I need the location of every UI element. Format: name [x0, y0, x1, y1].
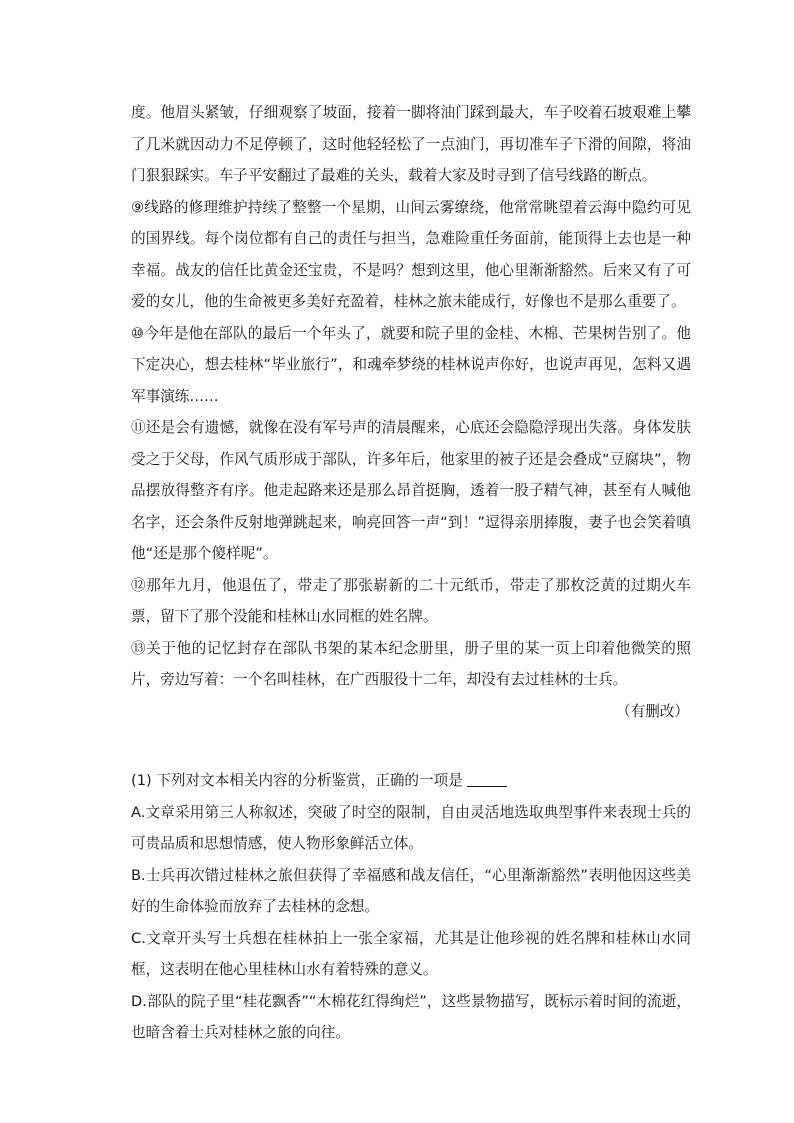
question-stem-text: (1) 下列对文本相关内容的分析鉴赏，正确的一项是 — [131, 772, 463, 789]
document-content — [131, 97, 691, 1049]
passage-paragraph-13: ⑬关于他的记忆封存在部队书架的某本纪念册里，册子里的某一页上印着他微笑的照片，旁边写着：一个名叫桂林，在广西服役十二年，却没有去过桂林的士兵。 — [131, 639, 691, 688]
option-a: A.文章采用第三人称叙述，突破了时空的限制，自由灵活地选取典型事件来表现士兵的可贵品质和思想情感，使人物形象鲜活立体。 — [131, 803, 691, 852]
option-d: D.部队的院子里“桂花飘香”“木棉花红得绚烂”，这些景物描写，既标示着时间的流逝，也暗含着士兵对桂林之旅的向往。 — [131, 992, 691, 1041]
answer-blank[interactable] — [467, 772, 507, 787]
option-c: C.文章开头写士兵想在桂林拍上一张全家福，尤其是让他珍视的姓名牌和桂林山水同框，这表明在他心里桂林山水有着特殊的意义。 — [131, 929, 691, 978]
passage-paragraph-9: ⑨线路的修理维护持续了整整一个星期，山间云雾缭绕，他常常眺望着云海中隐约可见的国界线。每个岗位都有自己的责任与担当，急难险重任务面前，能顶得上去也是一种幸福。战友的信任比黄金还宝贵，不是吗？想到这里，他心里渐渐豁然。后来又有了可爱的女儿，他的生命被更多美好充盈着，桂林之旅未能成行，好像也不是那么重要了。 — [131, 198, 691, 310]
passage-paragraph-11: ⑪还是会有遗憾，就像在没有军号声的清晨醒来，心底还会隐隐浮现出失落。身体发肤受之于父母，作风气质形成于部队，许多年后，他家里的被子还是会叠成“豆腐块”，物品摆放得整齐有序。他走起路来还是那么昂首挺胸，透着一股子精气神，甚至有人喊他名字，还会条件反射地弹跳起来，响亮回答一声“到！”逗得亲朋捧腹，妻子也会笑着嗔他“还是那个傻样呢”。 — [131, 419, 691, 562]
question-stem — [131, 765, 691, 797]
option-b: B.士兵再次错过桂林之旅但获得了幸福感和战友信任，“心里渐渐豁然”表明他因这些美好的生命体验而放弃了去桂林的念想。 — [131, 866, 691, 915]
passage-paragraph-10: ⑩今年是他在部队的最后一个年头了，就要和院子里的金桂、木棉、芒果树告别了。他下定决心，想去桂林“毕业旅行”，和魂牵梦绕的桂林说声你好，也说声再见，怎料又遇军事演练…… — [131, 324, 691, 405]
section-gap — [131, 727, 691, 765]
source-note: （有删改） — [616, 702, 689, 720]
passage-paragraph-continued: 度。他眉头紧皱，仔细观察了坡面，接着一脚将油门踩到最大，车子咬着石坡艰难上攀了几米就因动力不足停顿了，这时他轻轻松了一点油门，再切准车子下滑的间隙，将油门狠狠踩实。车子平安翻过了最难的关头，载着大家及时寻到了信号线路的断点。 — [131, 104, 691, 184]
passage-paragraph-12: ⑫那年九月，他退伍了，带走了那张崭新的二十元纸币，带走了那枚泛黄的过期火车票，留下了那个没能和桂林山水同框的姓名牌。 — [131, 576, 691, 625]
